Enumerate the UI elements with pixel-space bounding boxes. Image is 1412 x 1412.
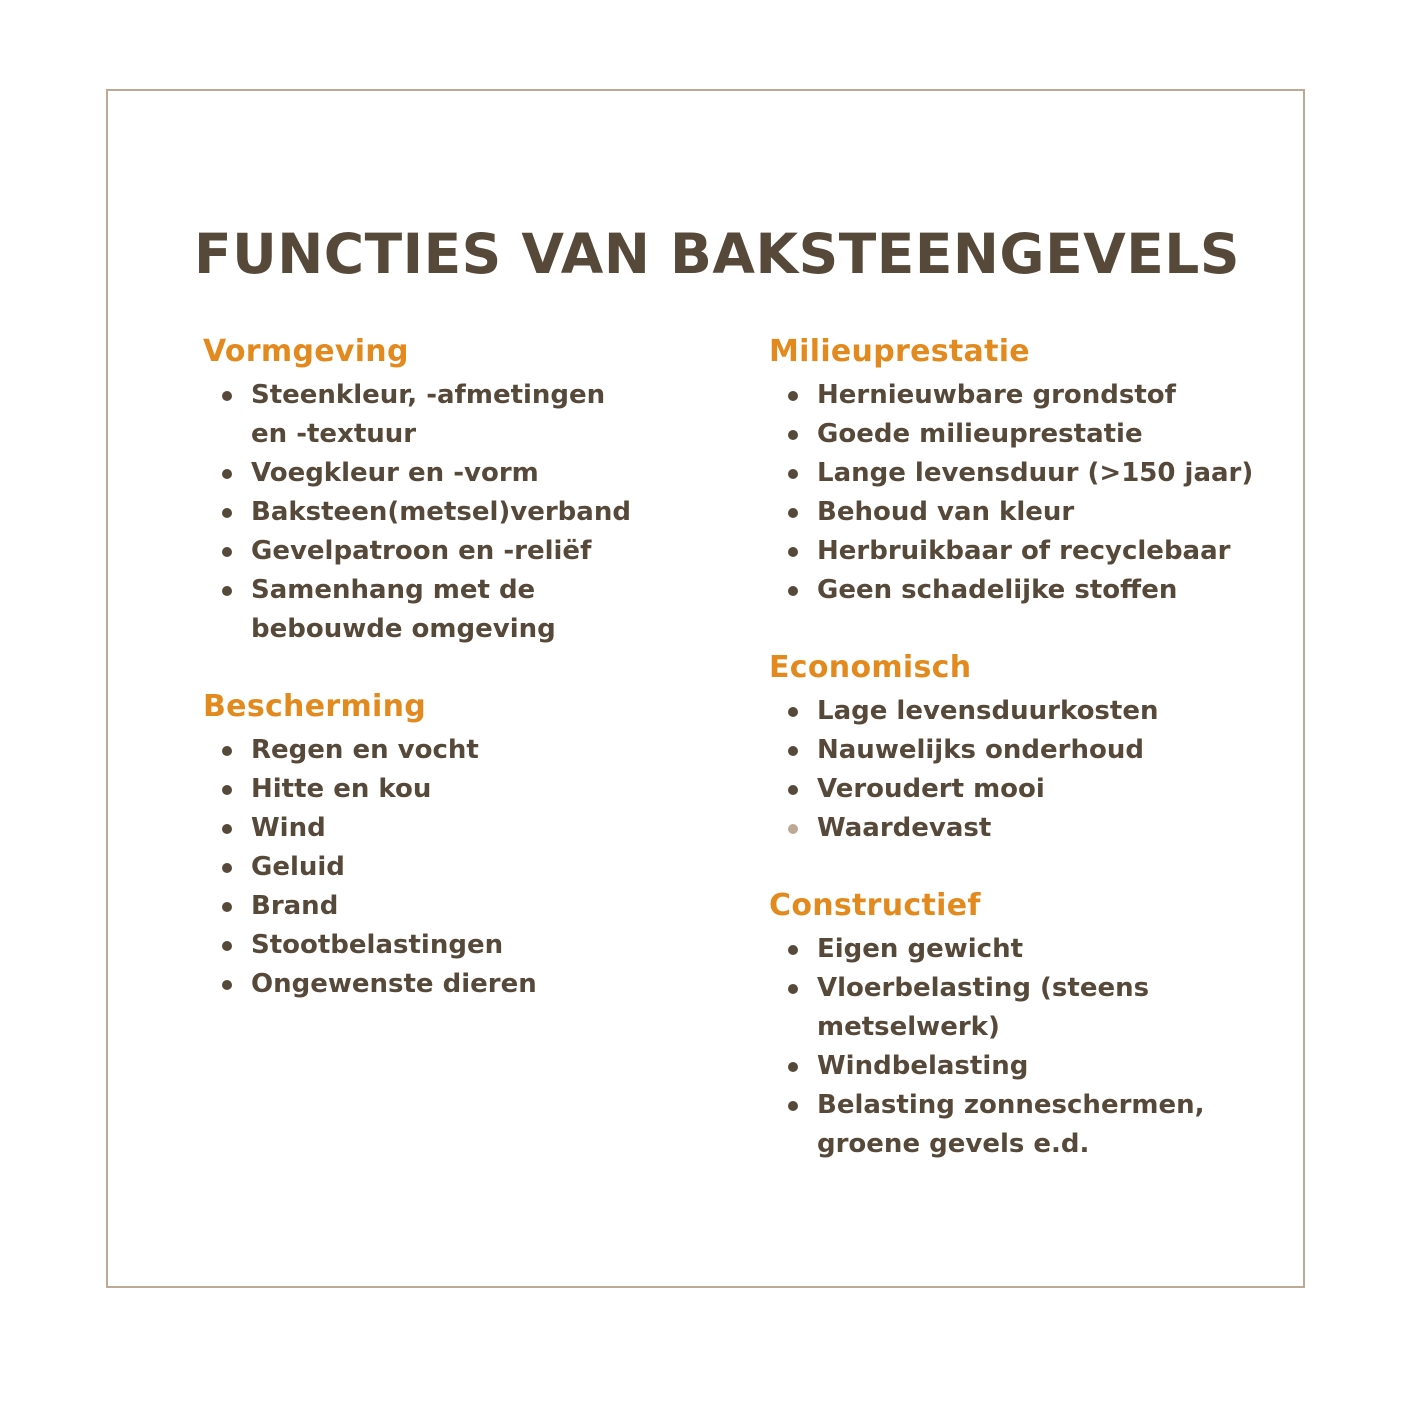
list-item-text: Windbelasting (817, 1051, 1029, 1081)
bullet-icon (222, 980, 232, 990)
list-bescherming (203, 731, 673, 1004)
list-item-text: Eigen gewicht (817, 934, 1024, 964)
list-item (769, 692, 1239, 731)
list-item (203, 965, 673, 1004)
bullet-icon (788, 430, 798, 440)
list-item-text: Lage levensduurkosten (817, 696, 1159, 726)
right-column (769, 332, 1254, 1202)
list-item-text: Vloerbelasting (steens metselwerk) (817, 973, 1150, 1042)
list-item (203, 926, 673, 965)
list-economisch (769, 692, 1239, 848)
list-item (203, 532, 673, 571)
bullet-icon (222, 863, 232, 873)
list-item (203, 731, 673, 770)
list-vormgeving (203, 376, 673, 649)
list-item (769, 454, 1254, 493)
list-item-text: Geluid (251, 852, 345, 882)
list-item (769, 731, 1239, 770)
list-item-text: Geen schadelijke stoffen (817, 575, 1178, 605)
bullet-icon (788, 547, 798, 557)
bullet-icon (222, 391, 232, 401)
list-item-text: Samenhang met de bebouwde omgeving (251, 575, 556, 644)
list-item (203, 454, 673, 493)
bullet-icon (788, 1062, 798, 1072)
list-item-text: Herbruikbaar of recyclebaar (817, 536, 1231, 566)
section-heading-constructief: Constructief (769, 888, 981, 923)
list-item (769, 571, 1239, 610)
list-item-text: Veroudert mooi (817, 774, 1045, 804)
list-item (203, 887, 673, 926)
bullet-icon (222, 824, 232, 834)
left-column (203, 332, 673, 1042)
list-item (769, 770, 1239, 809)
bullet-icon (788, 824, 798, 834)
list-item-text: Goede milieuprestatie (817, 419, 1143, 449)
list-item-text: Regen en vocht (251, 735, 479, 765)
section-economisch (769, 648, 1239, 848)
bullet-icon (788, 746, 798, 756)
section-heading-vormgeving: Vormgeving (203, 334, 409, 369)
section-heading-milieuprestatie: Milieuprestatie (769, 334, 1030, 369)
list-item (769, 930, 1239, 969)
list-item-text: Hitte en kou (251, 774, 432, 804)
list-item (769, 1086, 1237, 1164)
bullet-icon (788, 984, 798, 994)
section-milieuprestatie (769, 332, 1254, 610)
bullet-icon (222, 586, 232, 596)
list-constructief (769, 930, 1239, 1164)
bullet-icon (788, 785, 798, 795)
list-item-text: Baksteen(metsel)verband (251, 497, 631, 527)
list-item (769, 532, 1239, 571)
bullet-icon (222, 547, 232, 557)
bullet-icon (222, 508, 232, 518)
bullet-icon (222, 902, 232, 912)
list-item-text: Belasting zonneschermen, groene gevels e.d. (817, 1090, 1205, 1159)
list-item (203, 848, 673, 887)
list-item (203, 571, 571, 649)
bullet-icon (788, 469, 798, 479)
list-item-text: Steenkleur, -afmetingen en -textuur (251, 380, 606, 449)
list-item-text: Wind (251, 813, 326, 843)
bullet-icon (788, 586, 798, 596)
list-item-text: Behoud van kleur (817, 497, 1075, 527)
bullet-icon (788, 391, 798, 401)
section-constructief (769, 886, 1239, 1164)
bullet-icon (222, 941, 232, 951)
list-item (769, 493, 1239, 532)
bullet-icon (222, 469, 232, 479)
bullet-icon (222, 746, 232, 756)
list-item-text: Voegkleur en -vorm (251, 458, 539, 488)
list-item (203, 493, 673, 532)
section-bescherming (203, 687, 673, 1004)
list-item (203, 376, 641, 454)
list-item-text: Ongewenste dieren (251, 969, 537, 999)
list-milieuprestatie (769, 376, 1254, 610)
list-item (769, 1047, 1239, 1086)
page-title: FUNCTIES VAN BAKSTEENGEVELS (194, 222, 1240, 286)
list-item (769, 809, 1239, 848)
bullet-icon (788, 945, 798, 955)
list-item-text: Brand (251, 891, 339, 921)
list-item-text: Waardevast (817, 813, 992, 843)
list-item (769, 376, 1239, 415)
bullet-icon (788, 1101, 798, 1111)
list-item (769, 415, 1239, 454)
list-item-text: Stootbelastingen (251, 930, 504, 960)
list-item-text: Hernieuwbare grondstof (817, 380, 1176, 410)
list-item (203, 809, 673, 848)
section-heading-bescherming: Bescherming (203, 689, 427, 724)
section-heading-economisch: Economisch (769, 650, 972, 685)
list-item-text: Gevelpatroon en -reliëf (251, 536, 592, 566)
bullet-icon (222, 785, 232, 795)
section-vormgeving (203, 332, 673, 649)
list-item (769, 969, 1197, 1047)
list-item-text: Lange levensduur (>150 jaar) (817, 458, 1254, 488)
bullet-icon (788, 707, 798, 717)
list-item (203, 770, 673, 809)
list-item-text: Nauwelijks onderhoud (817, 735, 1144, 765)
bullet-icon (788, 508, 798, 518)
